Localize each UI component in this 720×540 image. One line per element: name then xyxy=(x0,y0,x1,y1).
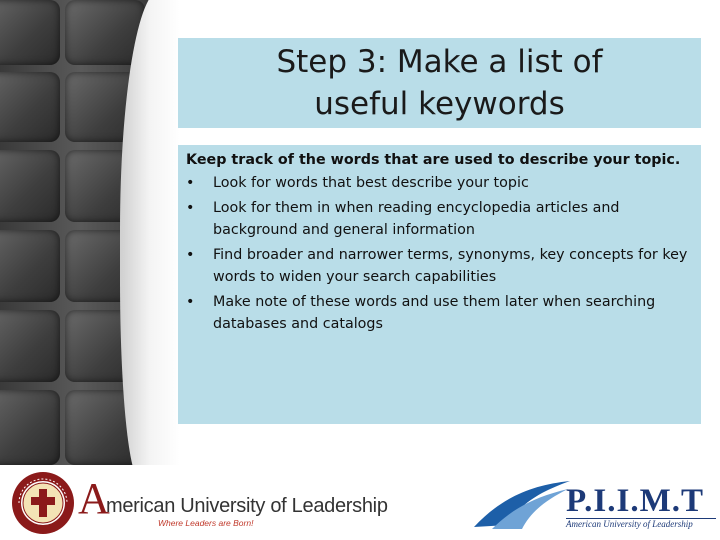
slide-title: Step 3: Make a list of useful keywords xyxy=(276,44,603,122)
piimt-swoosh-icon xyxy=(472,477,572,531)
list-item xyxy=(186,198,693,241)
piimt-subtitle: American University of Leadership xyxy=(566,518,716,529)
bullet-icon: • xyxy=(186,200,195,216)
bullet-icon: • xyxy=(186,247,195,263)
bullet-text: Look for them in when reading encyclopedia articles and background and general information xyxy=(213,200,620,238)
bullet-list xyxy=(186,173,693,336)
list-item xyxy=(186,292,693,335)
bullet-icon: • xyxy=(186,174,195,191)
decorative-tile-panel xyxy=(0,0,180,470)
content-panel xyxy=(178,145,701,424)
aul-tagline: Where Leaders are Born! xyxy=(158,518,254,528)
lead-text: Keep track of the words that are used to describe your topic. xyxy=(186,152,681,168)
list-item xyxy=(186,245,693,288)
bullet-text: Find broader and narrower terms, synonyms, key concepts for key words to widen your search capabilities xyxy=(213,247,688,285)
bullet-text: Look for words that best describe your topic xyxy=(213,174,529,191)
piimt-logo-text: P.I.I.M.T xyxy=(566,483,704,519)
list-item xyxy=(186,173,693,195)
aul-seal-icon xyxy=(11,471,75,535)
bullet-icon: • xyxy=(186,294,195,310)
footer-logos xyxy=(0,465,720,540)
bullet-text: Make note of these words and use them later when searching databases and catalogs xyxy=(213,294,656,332)
title-panel xyxy=(178,38,701,128)
aul-logo-letter: A xyxy=(78,474,110,523)
aul-logo-text: merican University of Leadership xyxy=(106,495,388,517)
